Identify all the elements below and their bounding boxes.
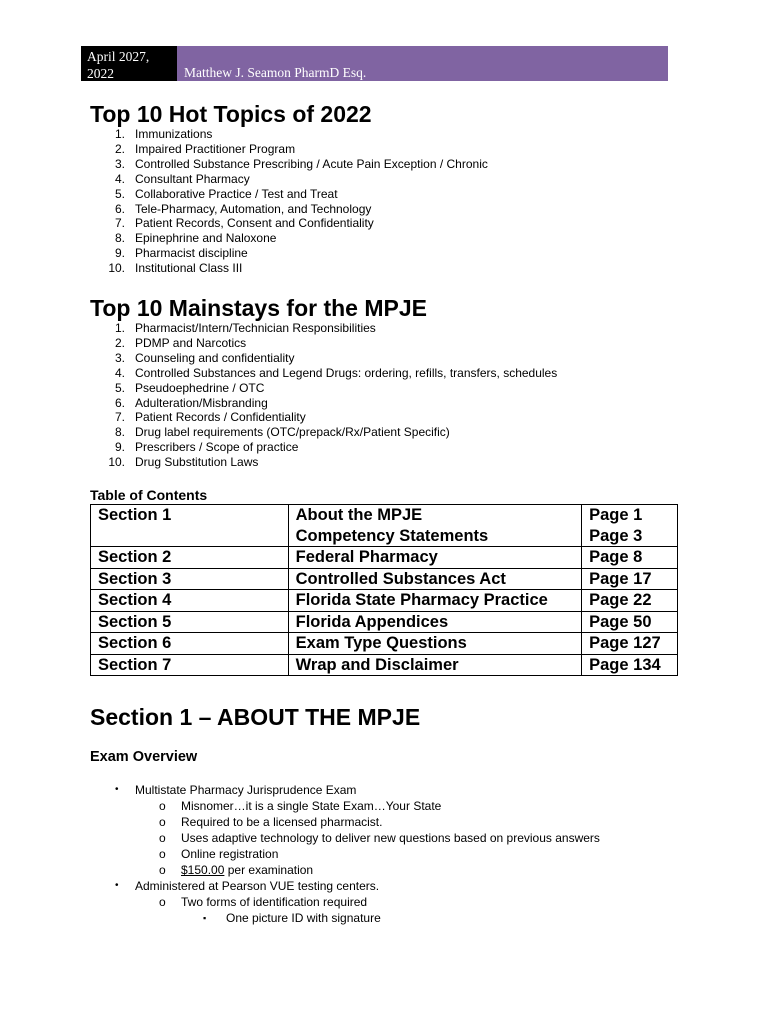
hot-topics-list bbox=[90, 127, 488, 276]
overview-text: Required to be a licensed pharmacist. bbox=[181, 815, 383, 829]
toc-table bbox=[90, 504, 678, 676]
overview-line bbox=[0, 878, 768, 894]
list-text: Patient Records, Consent and Confidentiality bbox=[135, 216, 374, 231]
toc-title: Wrap and Disclaimer bbox=[295, 655, 459, 674]
bullet-marker: • bbox=[115, 880, 119, 891]
list-number: 2. bbox=[114, 335, 125, 350]
overview-text: Uses adaptive technology to deliver new questions based on previous answers bbox=[181, 831, 600, 845]
toc-page-cell bbox=[582, 568, 678, 590]
list-number: 6. bbox=[114, 395, 125, 410]
hot-topics-title: Top 10 Hot Topics of 2022 bbox=[90, 101, 372, 127]
list-item bbox=[90, 351, 557, 366]
list-text: Prescribers / Scope of practice bbox=[135, 440, 299, 455]
toc-title-cell bbox=[288, 568, 581, 590]
exam-overview-heading: Exam Overview bbox=[90, 749, 198, 765]
toc-title-cell bbox=[288, 633, 581, 655]
toc-section-cell bbox=[91, 654, 289, 676]
list-number: 4. bbox=[114, 365, 125, 380]
list-number: 2. bbox=[114, 141, 125, 156]
overview-line bbox=[0, 846, 768, 862]
overview-line bbox=[0, 910, 768, 926]
bullet-marker: o bbox=[159, 799, 166, 813]
toc-page: Page 1 bbox=[589, 506, 643, 524]
list-number: 1. bbox=[114, 127, 125, 141]
bullet-marker: o bbox=[159, 815, 166, 829]
overview-text bbox=[181, 862, 313, 878]
list-number: 4. bbox=[114, 171, 125, 186]
list-text: Patient Records / Confidentiality bbox=[135, 410, 306, 425]
list-text: Tele-Pharmacy, Automation, and Technology bbox=[135, 201, 372, 216]
toc-page-cell bbox=[582, 547, 678, 569]
toc-section: Section 1 bbox=[98, 506, 172, 524]
toc-title: Federal Pharmacy bbox=[295, 548, 438, 566]
overview-text-rest: per examination bbox=[224, 863, 314, 877]
list-item bbox=[90, 142, 488, 157]
document-header bbox=[81, 46, 668, 81]
list-number: 10. bbox=[108, 261, 125, 276]
list-number: 10. bbox=[108, 455, 125, 470]
list-number: 5. bbox=[114, 380, 125, 395]
list-item bbox=[90, 425, 557, 440]
overview-line bbox=[0, 782, 768, 798]
toc-section: Section 3 bbox=[98, 569, 172, 588]
toc-section: Section 2 bbox=[98, 548, 172, 566]
list-number: 7. bbox=[114, 216, 125, 231]
bullet-marker: o bbox=[159, 863, 166, 877]
list-number: 6. bbox=[114, 201, 125, 216]
list-item bbox=[90, 261, 488, 276]
toc-title: Florida Appendices bbox=[295, 612, 449, 631]
overview-text: Multistate Pharmacy Jurisprudence Exam bbox=[135, 783, 357, 797]
overview-text: Two forms of identification required bbox=[181, 895, 368, 909]
list-text: Institutional Class III bbox=[135, 261, 243, 276]
bullet-marker: • bbox=[115, 784, 119, 795]
list-item bbox=[90, 336, 557, 351]
list-item bbox=[90, 366, 557, 381]
overview-text: Administered at Pearson VUE testing centers. bbox=[135, 879, 380, 893]
toc-title-cell bbox=[288, 611, 581, 633]
list-item bbox=[90, 231, 488, 246]
toc-section: Section 4 bbox=[98, 591, 172, 609]
bullet-marker: o bbox=[159, 831, 166, 845]
mainstays-title: Top 10 Mainstays for the MPJE bbox=[90, 295, 427, 321]
list-text: Immunizations bbox=[135, 127, 213, 141]
list-number: 3. bbox=[114, 156, 125, 171]
toc-page: Page 134 bbox=[589, 655, 661, 674]
list-item bbox=[90, 187, 488, 202]
toc-page: Page 22 bbox=[589, 591, 652, 609]
toc-section: Section 5 bbox=[98, 612, 172, 631]
mainstays-list bbox=[90, 321, 557, 470]
list-text: Drug Substitution Laws bbox=[135, 455, 259, 470]
toc-row bbox=[91, 568, 678, 590]
list-item bbox=[90, 321, 557, 336]
list-text: Pseudoephedrine / OTC bbox=[135, 380, 265, 395]
toc-page-secondary: Page 3 bbox=[589, 526, 643, 545]
list-number: 8. bbox=[114, 425, 125, 440]
list-item bbox=[90, 381, 557, 396]
toc-title-secondary: Competency Statements bbox=[295, 526, 489, 545]
list-item bbox=[90, 246, 488, 261]
toc-title-cell bbox=[288, 654, 581, 676]
toc-title-cell bbox=[288, 505, 581, 547]
list-text: Consultant Pharmacy bbox=[135, 171, 250, 186]
header-date-line2: 2022 bbox=[87, 66, 114, 81]
toc-page-cell bbox=[582, 654, 678, 676]
toc-title: Exam Type Questions bbox=[295, 634, 467, 652]
overview-line bbox=[0, 894, 768, 910]
list-item bbox=[90, 127, 488, 142]
list-item bbox=[90, 455, 557, 470]
list-text: Counseling and confidentiality bbox=[135, 350, 295, 365]
toc-row bbox=[91, 633, 678, 655]
list-item bbox=[90, 440, 557, 455]
list-number: 9. bbox=[114, 440, 125, 455]
list-text: Epinephrine and Naloxone bbox=[135, 231, 277, 246]
overview-text: Misnomer…it is a single State Exam…Your State bbox=[181, 799, 442, 813]
list-text: Collaborative Practice / Test and Treat bbox=[135, 186, 338, 201]
toc-section-cell bbox=[91, 633, 289, 655]
toc-title: Florida State Pharmacy Practice bbox=[295, 591, 548, 609]
list-number: 8. bbox=[114, 231, 125, 246]
bullet-marker: o bbox=[159, 847, 166, 861]
toc-page-cell bbox=[582, 611, 678, 633]
toc-section: Section 6 bbox=[98, 634, 172, 652]
toc-row bbox=[91, 547, 678, 569]
list-item bbox=[90, 157, 488, 172]
list-text: Pharmacist/Intern/Technician Responsibilities bbox=[135, 321, 376, 335]
overview-text: One picture ID with signature bbox=[226, 911, 381, 925]
list-text: Drug label requirements (OTC/prepack/Rx/Patient Specific) bbox=[135, 425, 450, 440]
toc-page: Page 17 bbox=[589, 569, 652, 588]
toc-section-cell bbox=[91, 611, 289, 633]
header-date-line1: April 2027, bbox=[87, 49, 150, 64]
toc-row bbox=[91, 654, 678, 676]
toc-section: Section 7 bbox=[98, 655, 172, 674]
list-item bbox=[90, 216, 488, 231]
list-item bbox=[90, 396, 557, 411]
list-text: PDMP and Narcotics bbox=[135, 335, 247, 350]
toc-page-cell bbox=[582, 633, 678, 655]
list-number: 7. bbox=[114, 410, 125, 425]
toc-title-cell bbox=[288, 547, 581, 569]
toc-page-cell bbox=[582, 505, 678, 547]
toc-caption: Table of Contents bbox=[90, 487, 208, 503]
overview-line bbox=[0, 862, 768, 878]
toc-title-cell bbox=[288, 590, 581, 612]
bullet-marker: ▪ bbox=[203, 913, 207, 923]
toc-section-cell bbox=[91, 547, 289, 569]
list-number: 5. bbox=[114, 186, 125, 201]
list-item bbox=[90, 172, 488, 187]
header-author: Matthew J. Seamon PharmD Esq. bbox=[177, 46, 668, 81]
list-number: 1. bbox=[114, 321, 125, 335]
overview-line bbox=[0, 830, 768, 846]
toc-title: About the MPJE bbox=[295, 506, 423, 524]
toc-page-cell bbox=[582, 590, 678, 612]
toc-title: Controlled Substances Act bbox=[295, 569, 506, 588]
toc-section-cell bbox=[91, 590, 289, 612]
toc-page: Page 127 bbox=[589, 634, 661, 652]
section1-title: Section 1 – ABOUT THE MPJE bbox=[90, 704, 421, 730]
toc-page: Page 50 bbox=[589, 612, 652, 631]
toc-section-cell bbox=[91, 505, 289, 547]
toc-row bbox=[91, 505, 678, 547]
overview-text: Online registration bbox=[181, 847, 279, 861]
exam-fee: $150.00 bbox=[181, 863, 225, 877]
bullet-marker: o bbox=[159, 895, 166, 909]
list-text: Controlled Substances and Legend Drugs: ordering, refills, transfers, schedules bbox=[135, 365, 558, 380]
toc-section-cell bbox=[91, 568, 289, 590]
list-text: Adulteration/Misbranding bbox=[135, 395, 268, 410]
list-text: Controlled Substance Prescribing / Acute Pain Exception / Chronic bbox=[135, 156, 488, 171]
list-number: 9. bbox=[114, 246, 125, 261]
toc-row bbox=[91, 590, 678, 612]
list-text: Impaired Practitioner Program bbox=[135, 141, 296, 156]
toc-page: Page 8 bbox=[589, 548, 643, 566]
list-item bbox=[90, 410, 557, 425]
exam-overview-list bbox=[0, 782, 768, 926]
toc-row bbox=[91, 611, 678, 633]
list-text: Pharmacist discipline bbox=[135, 246, 248, 261]
overview-line bbox=[0, 798, 768, 814]
overview-line bbox=[0, 814, 768, 830]
list-number: 3. bbox=[114, 350, 125, 365]
header-date bbox=[81, 46, 177, 81]
list-item bbox=[90, 202, 488, 217]
